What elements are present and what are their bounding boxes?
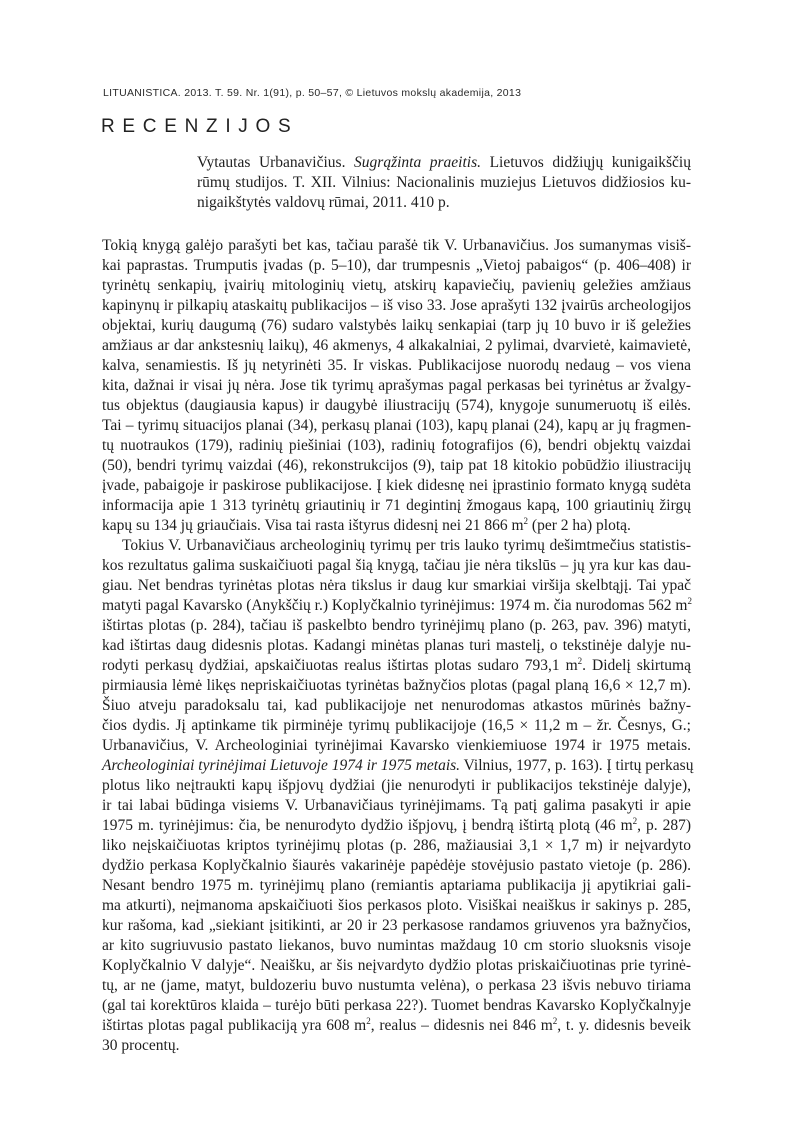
body-line — [102, 376, 691, 396]
body-line — [102, 396, 691, 416]
citation-line-text: Lietuvos didžiųjų kunigaikščių — [481, 154, 691, 171]
body-line — [102, 876, 691, 896]
body-line — [102, 976, 691, 996]
body-line-superscript: 2 — [552, 1015, 558, 1026]
body-line-text: Nesant bendro 1975 m. tyrinėjimų plano (remiantis aptariama publikacija jį apytikriai gali- — [102, 877, 691, 894]
body-line-text: kad ištirtas daug didesnis plotas. Kadangi minėtas planas turi mastelį, o tekstinėje dalyje nu- — [102, 637, 691, 654]
body-line-text: informacija apie 1 313 tyrinėtų griautinių ir 71 degintinį žmogaus kapą, 100 griautinių žirgų — [102, 497, 691, 514]
citation-line-text: nigaikštytės valdovų rūmai, 2011. 410 p. — [197, 194, 450, 211]
body-line-text: Tokius V. Urbanavičiaus archeologinių tyrimų per tris lauko tyrimų dešimtmečius statistis- — [122, 537, 691, 554]
book-citation — [197, 153, 691, 213]
body-line — [102, 256, 691, 276]
body-line-text: Tai – tyrimų situacijos planai (34), perkasų planai (103), kapų planai (24), kapų ar jų fragmen- — [102, 417, 691, 434]
body-line-text: objektai, kurių daugumą (76) sudaro valstybės laikų senkapiai (tarp jų 10 buvo ir iš geležies — [102, 317, 691, 334]
body-line — [102, 796, 691, 816]
body-line — [102, 476, 691, 496]
body-line-text: tyrinėtų senkapių, įvairių mitologinių vietų, atskirų kapaviečių, pavienių geležies amžiaus — [102, 277, 691, 294]
body-line — [102, 416, 691, 436]
body-line-text: Koplyčkalnio V dalyje“. Neaišku, ar šis neįvardyto dydžio plotas priskaičiuotinas prie tyrinė- — [102, 957, 691, 974]
body-line-text: ištirtas plotas pagal publikaciją yra 608 m — [102, 1017, 367, 1034]
body-line-text: kalva, senamiestis. Iš jų netyrinėti 35. Ir viskas. Publikacijose nuorodų nedaug – vos viena — [102, 357, 691, 374]
body-line-text: , realus – didesnis nei 846 m — [370, 1017, 553, 1034]
body-line-text: ir tai labai būdinga visiems V. Urbanavičiaus tyrinėjimams. Tą patį galima pasakyti ir apie — [102, 797, 691, 814]
body-line-text: ma atkurti), neįmanoma apskaičiuoti šios perkasos ploto. Visiškai neaiškus ir sakinys p. 285, — [102, 897, 691, 914]
body-line-text: 30 procentų. — [102, 1037, 180, 1054]
body-line — [102, 296, 691, 316]
body-line — [102, 616, 691, 636]
body-line-superscript: 2 — [523, 515, 529, 526]
citation-line — [197, 173, 691, 193]
body-line-superscript: 2 — [687, 595, 692, 606]
body-line — [102, 1036, 691, 1056]
body-line-text: tus objektus (daugiausia kapus) ir daugybė iliustracijų (574), knygoje sunumeruotų iš eilės. — [102, 397, 691, 414]
body-line-text: kapinynų ir pilkapių ataskaitų publikacijos – iš viso 33. Jose aprašyti 132 įvairūs archeologijos — [102, 297, 691, 314]
body-line — [102, 496, 691, 516]
body-line — [102, 1016, 691, 1036]
body-line-text: ar kito sugriuvusio pastato liekanos, buvo numintas maždaug 10 cm storio sluoksnis visoje — [102, 937, 691, 954]
body-line — [102, 576, 691, 596]
section-title: RECENZIJOS — [101, 116, 299, 137]
citation-line — [197, 153, 691, 173]
body-line — [102, 436, 691, 456]
body-line-text: (50), bendri tyrimų vaizdai (46), rekonstrukcijos (9), taip pat 18 kitokio pobūdžio iliustracijų — [102, 457, 691, 474]
body-line — [102, 236, 691, 256]
body-line-superscript: 2 — [366, 1015, 371, 1026]
body-line — [102, 836, 691, 856]
body-line — [102, 856, 691, 876]
body-line-text: Tokią knygą galėjo parašyti bet kas, tačiau parašė tik V. Urbanavičius. Jos sumanymas visiš- — [102, 237, 691, 254]
body-line-text: dydžio perkasa Koplyčkalnio šiaurės vakarinėje papėdėje stovėjusio pastato vietoje (p. 286). — [102, 857, 691, 874]
body-line-text: . Didelį skirtumą — [582, 657, 691, 674]
body-line — [102, 656, 691, 676]
body-line-text: čios dydis. Jį aptinkame tik pirminėje tyrimų publikacijoje (16,5 × 11,2 m – žr. Česnys, G.; — [102, 717, 691, 734]
citation-line-text: Vytautas Urbanavičius. — [197, 154, 355, 171]
body-line-text: liko neįskaičiuotas kriptos tyrinėjimų plotas (p. 286, mažiausiai 3,1 × 1,7 m) ir neįvardyto — [102, 837, 691, 854]
body-line — [102, 776, 691, 796]
body-line — [102, 816, 691, 836]
body-line — [102, 916, 691, 936]
body-line-text: pirmiausia lėmė likęs nepriskaičiuotas tyrinėtas bažnyčios plotas (pagal planą 16,6 × 12,7 m). — [102, 677, 691, 694]
body-line — [102, 596, 691, 616]
citation-line-italic: Sugrąžinta praeitis. — [354, 154, 482, 171]
body-line-text: Urbanavičius, V. Archeologiniai tyrinėjimai Kavarsko vienkiemiuose 1974 ir 1975 metais. — [102, 737, 691, 754]
body-line — [102, 456, 691, 476]
body-line — [102, 276, 691, 296]
body-line — [102, 356, 691, 376]
body-line-text: tų, ar ne (jame, matyt, buldozeriu buvo nustumta velėna), o perkasa 23 išvis nebuvo tiriama — [102, 977, 691, 994]
citation-line-text: rūmų studijos. T. XII. Vilnius: Nacionalinis muziejus Lietuvos didžiosios ku- — [197, 174, 691, 191]
body-line — [102, 756, 694, 776]
body-line-text: kur rašoma, kad „siekiant įsitikinti, ar 20 ir 23 perkasose randamos griuvenos yra bažnyčios, — [102, 917, 691, 934]
body-line-superscript: 2 — [632, 815, 638, 826]
body-line-text: giau. Net bendras tyrinėtas plotas nėra tikslus ir daug kur smarkiai viršija skelbtąjį. Tai ypač — [102, 577, 691, 594]
body-line-text: tų nuotraukos (179), radinių piešiniai (103), radinių fotografijos (6), bendri objektų vaizdai — [102, 437, 691, 454]
body-line-text: Vilnius, 1977, p. 163). Į tirtų perkasų — [460, 757, 694, 774]
body-line-text: plotus liko neįtraukti kapų išpjovų dydžiai (jie nenurodyti ir publikacijos tekstinėje dalyje), — [102, 777, 691, 794]
body-line — [102, 556, 691, 576]
body-line-text: amžiaus ar dar ankstesnių laikų), 46 akmenys, 4 alkakalniai, 2 pylimai, dvarvietė, kaimavietė, — [102, 337, 691, 354]
body-line-text: kapų su 134 jų griaučiais. Visa tai rasta ištyrus didesnį nei 21 866 m — [102, 517, 524, 534]
body-line-italic: Archeologiniai tyrinėjimai Lietuvoje 1974 ir 1975 metais. — [102, 757, 461, 774]
body-line-text: kos rezultatus galima suskaičiuoti pagal šią knygą, tačiau jie nėra tikslūs – jų yra kur kas dau- — [102, 557, 691, 574]
body-line-text: kai paprastas. Trumputis įvadas (p. 5–10), dar trumpesnis „Vietoj pabaigos“ (p. 406–408) ir — [102, 257, 691, 274]
body-line — [102, 316, 691, 336]
body-line — [102, 896, 691, 916]
body-line — [102, 536, 691, 556]
body-line — [102, 676, 691, 696]
body-line-text: (per 2 ha) plotą. — [528, 517, 631, 534]
body-line-text: ištirtas plotas (p. 284), tačiau iš paskelbto bendro tyrinėjimų plano (p. 263, pav. 396) matyti, — [102, 617, 691, 634]
body-line — [102, 336, 691, 356]
running-head: LITUANISTICA. 2013. T. 59. Nr. 1(91), p. 50–57, © Lietuvos mokslų akademija, 2013 — [103, 87, 522, 99]
citation-line — [197, 193, 691, 213]
body-line — [102, 996, 691, 1016]
body-line-text: , p. 287) — [637, 817, 691, 834]
body-line — [102, 956, 691, 976]
body-line-text: (gal tai korektūros klaida – turėjo būti perkasa 22?). Tuomet bendras Kavarsko Koplyčkalnyje — [102, 997, 691, 1014]
body-line-text: rodyti perkasų dydžiai, apskaičiuotas realus ištirtas plotas sudaro 793,1 m — [102, 657, 578, 674]
body-line — [102, 716, 691, 736]
body-line-text: matyti pagal Kavarsko (Anykščių r.) Koplyčkalnio tyrinėjimus: 1974 m. čia nurodomas 562 m — [102, 597, 688, 614]
body-line — [102, 696, 691, 716]
review-body — [102, 236, 694, 1056]
body-line-superscript: 2 — [577, 655, 583, 666]
body-line — [102, 936, 691, 956]
body-line-text: , t. y. didesnis beveik — [557, 1017, 691, 1034]
body-line — [102, 516, 691, 536]
body-line — [102, 636, 691, 656]
body-line-text: Šiuo atveju paradoksalu tai, kad publikacijoje net nenurodomas atkastos mūrinės bažny- — [102, 697, 691, 714]
body-line-text: įvade, pabaigoje ir paskirose publikacijose. Į kiek didesnę nei įprastinio formato knygą sudėta — [102, 477, 691, 494]
body-line-text: kita, dažnai ir visai jų nėra. Jose tik tyrimų aprašymas pagal perkasas bei tyrinėtus ar žvalgy- — [102, 377, 691, 394]
body-line-text: 1975 m. tyrinėjimus: čia, be nenurodyto dydžio išpjovų, į bendrą ištirtą plotą (46 m — [102, 817, 633, 834]
body-line — [102, 736, 691, 756]
